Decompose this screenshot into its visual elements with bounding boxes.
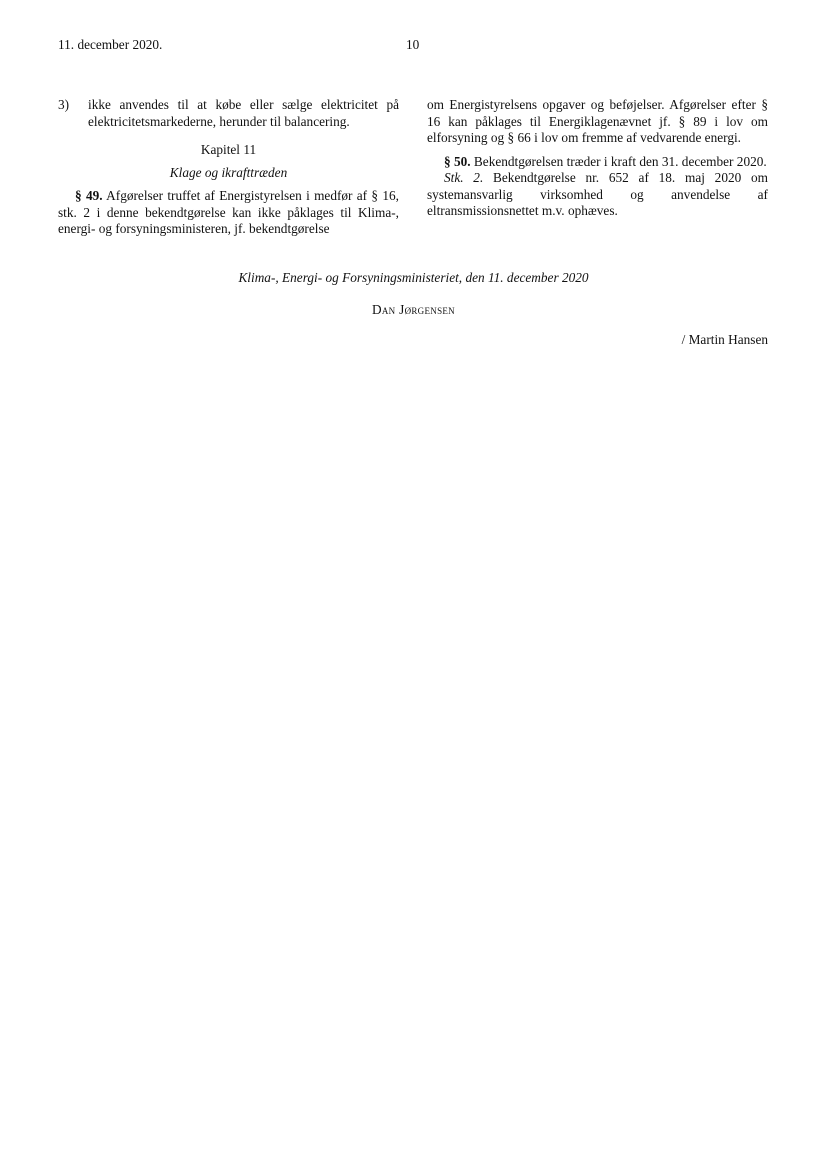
section-50 bbox=[427, 154, 768, 171]
list-item-text: ikke anvendes til at købe eller sælge elektricitet på elektricitetsmarkederne, herunder til balancering. bbox=[88, 97, 399, 129]
stk-2-text: Bekendtgørelse nr. 652 af 18. maj 2020 om systemansvarlig virksomhed og anvendelse af eltransmissionsnettet m.v. ophæves. bbox=[427, 170, 768, 218]
list-item bbox=[58, 97, 399, 130]
stk-2 bbox=[427, 170, 768, 220]
chapter-subtitle: Klage og ikrafttræden bbox=[169, 164, 288, 180]
section-49-continued: om Energistyrelsens opgaver og beføjelser. Afgørelser efter § 16 kan påklages til Energiklagenævnet jf. § 89 i lov om elforsyning og § 66 i lov om fremme af vedvarende energi. bbox=[427, 97, 768, 145]
signature-minister: Dan Jørgensen bbox=[371, 302, 455, 317]
page-number: 10 bbox=[406, 37, 420, 52]
left-column bbox=[58, 97, 399, 238]
section-50-label: § 50. bbox=[444, 153, 471, 169]
section-50-text: Bekendtgørelsen træder i kraft den 31. december 2020. bbox=[470, 153, 767, 169]
signature-place-date: Klima-, Energi- og Forsyningsministeriet, den 11. december 2020 bbox=[238, 270, 589, 285]
header-date: 11. december 2020. bbox=[58, 37, 163, 52]
list-item-number: 3) bbox=[58, 97, 70, 112]
signature-official: / Martin Hansen bbox=[681, 332, 768, 347]
section-49-text: Afgørelser truffet af Energistyrelsen i medfør af § 16, stk. 2 i denne bekendtgørelse kan ikke påklages til Klima-, energi- og forsyningsministeren, jf. bekendtgørelse bbox=[58, 188, 400, 236]
chapter-title: Kapitel 11 bbox=[200, 142, 257, 157]
section-49-label: § 49. bbox=[75, 188, 103, 203]
right-column bbox=[427, 97, 768, 220]
stk-2-label: Stk. 2. bbox=[444, 170, 484, 185]
section-49 bbox=[58, 188, 399, 238]
